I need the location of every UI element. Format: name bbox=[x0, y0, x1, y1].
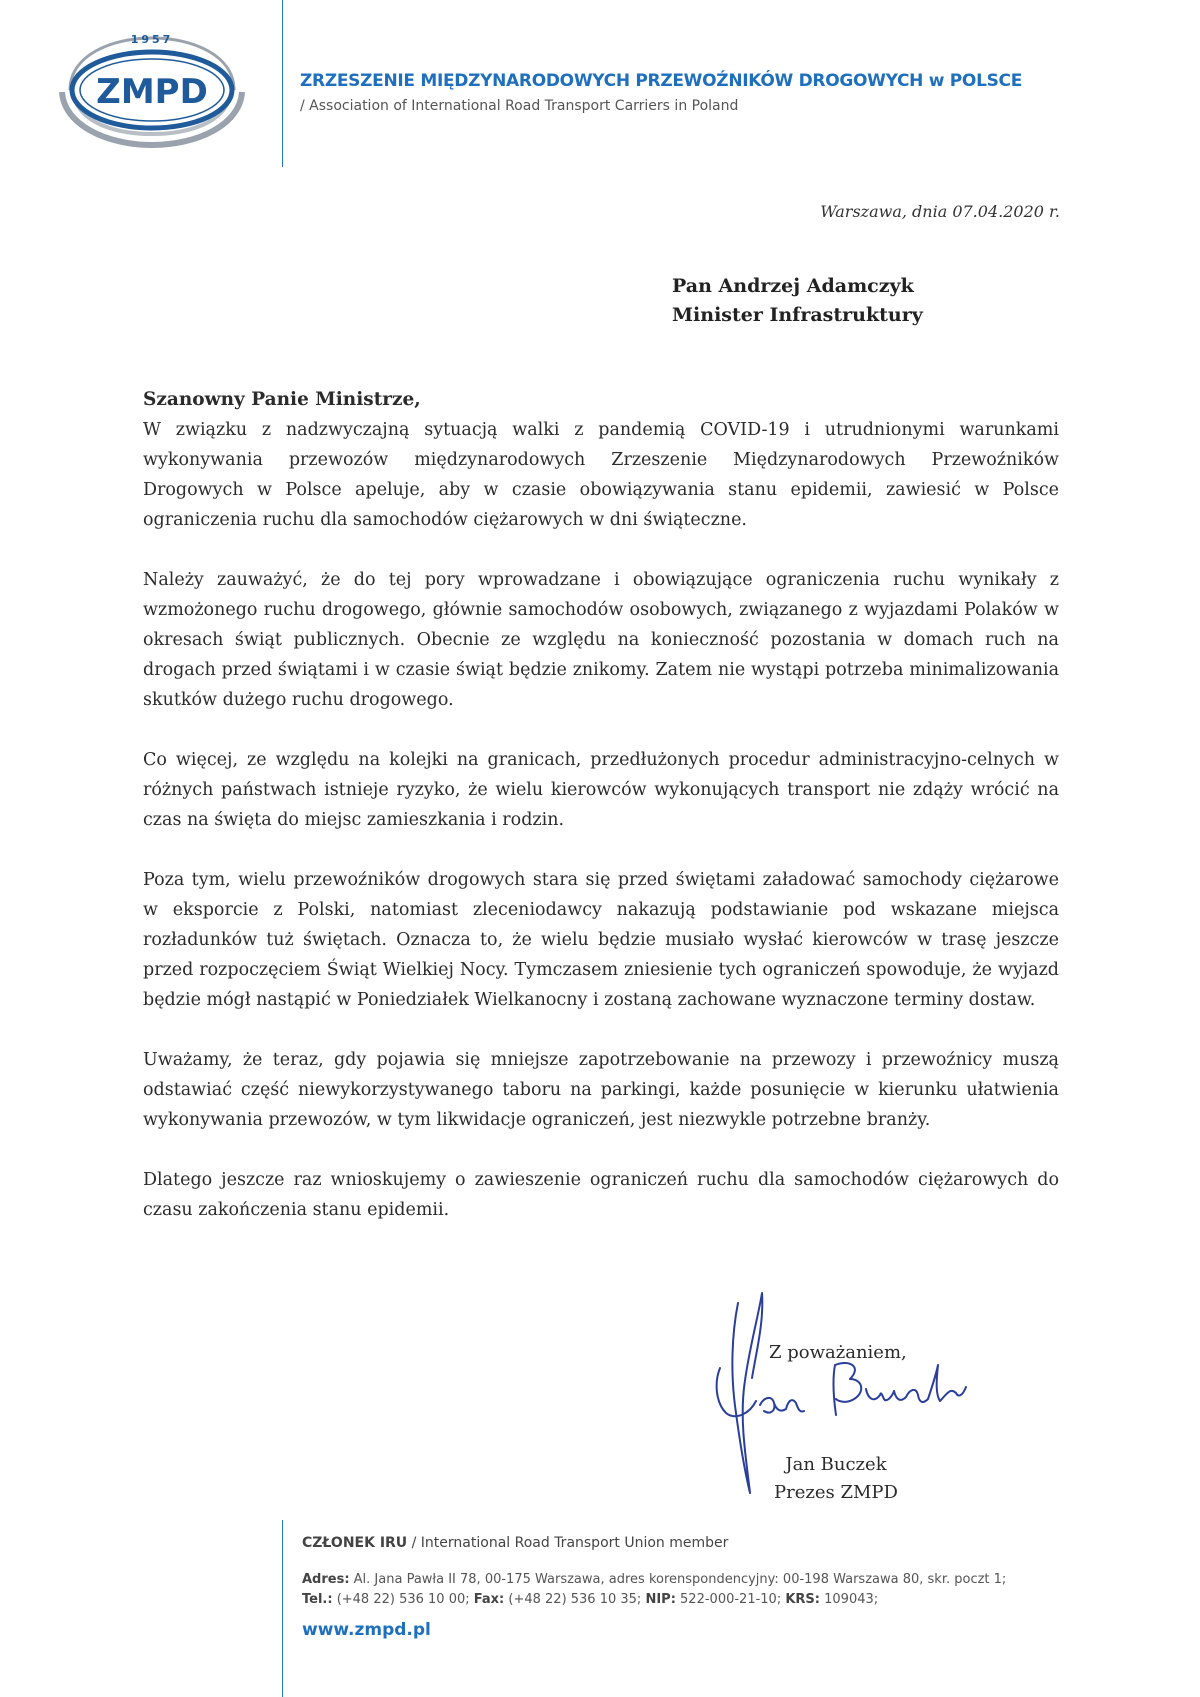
member-label: CZŁONEK IRU bbox=[302, 1535, 408, 1551]
krs-value: 109043; bbox=[820, 1592, 879, 1607]
paragraph-4: Poza tym, wielu przewoźników drogowych stara się przed świętami załadować samochody ciężarowe w eksporcie z Polski, natomiast zleceniodawcy nakazują podstawianie pod wskazane miejsca rozładunków tuż świętach. Oznacza to, że wielu będzie musiało wysłać kierowców w trasę jeszcze przed rozpoczęciem Świąt Wielkiej Nocy. Tymczasem zniesienie tych ograniczeń spowoduje, że wyjazd będzie mógł nastąpić w Poniedziałek Wielkanocny i zostaną zachowane wyznaczone terminy dostaw. bbox=[143, 870, 1059, 1010]
organization-name: ZRZESZENIE MIĘDZYNARODOWYCH PRZEWOŹNIKÓW DROGOWYCH w POLSCE bbox=[300, 71, 1023, 91]
closing-phrase: Z poważaniem, bbox=[769, 1342, 907, 1363]
paragraph-3: Co więcej, ze względu na kolejki na granicach, przedłużonych procedur administracyjno-celnych w różnych państwach istnieje ryzyko, że wielu kierowców wykonujących transport nie zdąży wrócić na czas na święta do miejsc zamieszkania i rodzin. bbox=[143, 750, 1059, 830]
nip-value: 522-000-21-10; bbox=[675, 1592, 786, 1607]
logo-emblem bbox=[52, 30, 252, 150]
signer-title: Prezes ZMPD bbox=[774, 1482, 898, 1503]
zmpd-logo bbox=[52, 30, 252, 150]
address-label: Adres: bbox=[302, 1572, 350, 1587]
address-line bbox=[302, 1570, 1182, 1590]
logo-text: ZMPD bbox=[96, 72, 208, 112]
paragraph-6: Dlatego jeszcze raz wnioskujemy o zawieszenie ograniczeń ruchu dla samochodów ciężarowych do czasu zakończenia stanu epidemii. bbox=[143, 1170, 1059, 1220]
contact-line bbox=[302, 1590, 1182, 1610]
krs-label: KRS: bbox=[785, 1592, 820, 1607]
address-value: Al. Jana Pawła II 78, 00-175 Warszawa, adres korenspondencyjny: 00-198 Warszawa 80, skr. poczt 1; bbox=[349, 1572, 1007, 1587]
letter-body bbox=[143, 385, 1059, 1255]
tel-label: Tel.: bbox=[302, 1592, 333, 1607]
nip-label: NIP: bbox=[645, 1592, 676, 1607]
letter-date: Warszawa, dnia 07.04.2020 r. bbox=[820, 202, 1060, 221]
recipient-block bbox=[672, 272, 923, 330]
footer-contact bbox=[302, 1570, 1182, 1610]
paragraph-1: W związku z nadzwyczajną sytuacją walki z pandemią COVID-19 i utrudnionymi warunkami wykonywania przewozów międzynarodowych Zrzeszenie Międzynarodowych Przewoźników Drogowych w Polsce apeluje, aby w czasie obowiązywania stanu epidemii, zawiesić w Polsce ograniczenia ruchu dla samochodów ciężarowych w dni świąteczne. bbox=[143, 420, 1059, 530]
logo-year: 1957 bbox=[130, 33, 174, 46]
website-link[interactable]: www.zmpd.pl bbox=[302, 1620, 431, 1640]
recipient-name: Pan Andrzej Adamczyk bbox=[672, 275, 914, 297]
footer-divider-line bbox=[282, 1520, 283, 1697]
fax-value: (+48 22) 536 10 35; bbox=[504, 1592, 646, 1607]
fax-label: Fax: bbox=[473, 1592, 505, 1607]
paragraph-5: Uważamy, że teraz, gdy pojawia się mniejsze zapotrzebowanie na przewozy i przewoźnicy muszą odstawiać część niewykorzystywanego taboru na parkingi, każde posunięcie w kierunku ułatwienia wykonywania przewozów, w tym likwidacje ograniczeń, jest niezwykle potrzebne branży. bbox=[143, 1050, 1059, 1130]
tel-value: (+48 22) 536 10 00; bbox=[332, 1592, 474, 1607]
signer-name: Jan Buczek bbox=[785, 1454, 887, 1475]
paragraph-2: Należy zauważyć, że do tej pory wprowadzane i obowiązujące ograniczenia ruchu wynikały z wzmożonego ruchu drogowego, głównie samochodów osobowych, związanego z wyjazdami Polaków w okresach świąt publicznych. Obecnie ze względu na konieczność pozostania w domach ruch na drogach przed świątami i w czasie świąt będzie znikomy. Zatem nie wystąpi potrzeba minimalizowania skutków dużego ruchu drogowego. bbox=[143, 570, 1059, 710]
salutation: Szanowny Panie Ministrze, bbox=[143, 389, 421, 410]
member-text: / International Road Transport Union member bbox=[407, 1535, 729, 1551]
recipient-title: Minister Infrastruktury bbox=[672, 304, 923, 326]
organization-name-english: / Association of International Road Transport Carriers in Poland bbox=[300, 98, 739, 114]
signer-block bbox=[768, 1451, 904, 1507]
footer-membership bbox=[302, 1535, 728, 1551]
header-divider-line bbox=[282, 0, 283, 167]
